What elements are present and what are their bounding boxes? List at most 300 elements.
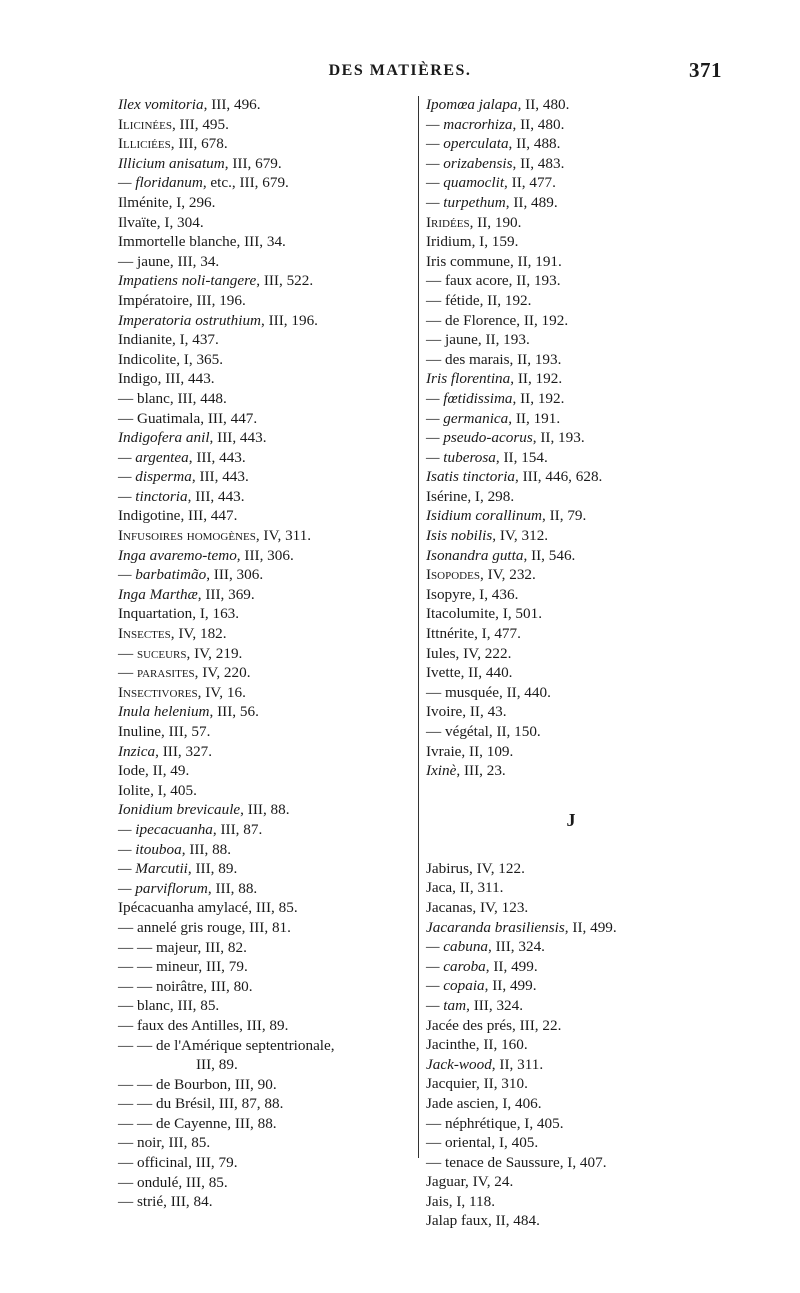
index-entry [118,879,418,899]
entry-term: Jalap faux [426,1212,488,1230]
entry-term: — cabuna [426,938,489,956]
entry-reference: , II, 499. [485,957,538,975]
entry-term: — macrorhiza [426,115,513,133]
entry-term: — itouboa [118,840,182,858]
entry-term: Isopyre [426,585,472,603]
entry-term: Jacée des prés [426,1016,513,1034]
entry-reference: , II, 499. [484,977,537,995]
entry-reference: , III, 324. [488,938,545,956]
index-entry [426,663,716,683]
entry-reference: , III, 56. [209,703,259,721]
index-entry [118,898,418,918]
index-entry [118,546,418,566]
index-entry [118,506,418,526]
entry-term: Ipomœa jalapa [426,96,518,113]
entry-term: — ipecacuanha [118,820,213,838]
entry-reference: , III, 89. [187,860,238,878]
index-entry [426,546,716,566]
index-entry [118,702,418,722]
index-entry [426,624,716,644]
entry-reference: , I, 118. [448,1192,496,1210]
index-entry [426,389,716,409]
entry-reference: , III, 79. [198,958,248,976]
index-entry [118,134,418,154]
entry-term: — tam [426,996,467,1014]
index-entry [118,604,418,624]
index-entry [118,1094,418,1114]
index-entry [426,213,716,233]
entry-term: — ondulé [118,1173,179,1191]
entry-reference: , II, 193. [508,272,561,290]
index-entry [118,918,418,938]
entry-reference: , etc., III, 679. [202,174,289,192]
index-entry [426,154,716,174]
entry-reference: , III, 34. [236,233,286,251]
entry-reference: , II, 193. [477,331,530,349]
index-entry [426,487,716,507]
index-entry [426,878,716,898]
index-entry [426,526,716,546]
entry-term: — jaune [118,252,170,270]
entry-term: Indigo [118,370,158,388]
index-entry [426,1055,716,1075]
index-entry [426,937,716,957]
entry-term: Itacolumite [426,605,496,623]
entry-term: Ittnérite [426,625,475,643]
entry-reference: , II, 49. [145,762,190,780]
entry-term: — suceurs [118,644,187,662]
entry-reference: , II, 150. [488,723,541,740]
entry-reference: , III, 447. [200,409,258,427]
entry-reference: , IV, 182. [170,625,227,643]
entry-term: — blanc [118,389,170,407]
index-entry [118,1114,418,1134]
entry-reference: , II, 480. [517,96,570,113]
entry-term: Indigotine [118,507,181,525]
entry-reference: , III, 306. [206,566,264,584]
entry-reference: , II, 191. [508,409,561,427]
index-entry [426,291,716,311]
index-entry [426,428,716,448]
index-entry [118,1173,418,1193]
index-entry [426,761,716,781]
entry-term: — fœtidissima [426,389,513,407]
entry-term: — Guatimala [118,409,201,427]
index-entry [426,350,716,370]
entry-reference: , I, 405. [516,1114,564,1132]
entry-term: — faux des Antilles [118,1016,240,1034]
entry-term: — fétide [426,291,480,309]
entry-term: — de Florence [426,311,517,329]
entry-reference: , III, 88. [240,801,290,819]
entry-reference: , II, 192. [516,311,569,329]
entry-term: Jacaranda brasiliensis [426,918,565,936]
entry-reference: , II, 546. [523,546,576,564]
entry-term: Ipécacuanha amylacé [118,899,249,917]
entry-term: Insectivores [118,683,198,701]
entry-term: Jacquier [426,1075,476,1093]
entry-reference: , III, 369. [197,585,255,603]
entry-term: Ixinè [426,762,457,780]
entry-term: Impératoire [118,291,189,309]
entry-reference: , III, 443. [157,370,215,388]
entry-term: — — mineur [118,958,199,976]
index-entry [118,1036,418,1056]
entry-term: Ionidium brevicaule [118,801,241,819]
index-entry [426,134,716,154]
entry-term: — — de Cayenne [118,1114,228,1132]
entry-term: Jaca [426,879,453,897]
entry-reference: , III, 324. [466,996,524,1014]
entry-term: Iris florentina [426,370,511,388]
index-entry [118,840,418,860]
entry-reference: , II, 191. [509,252,562,270]
entry-term: — — de Bourbon [118,1075,228,1093]
entry-term: — des marais [426,350,510,368]
entry-term: Indianite [118,331,172,349]
index-entry [426,311,716,331]
entry-term: — jaune [426,331,478,349]
page-number: 371 [689,58,722,82]
entry-reference: , II, 484. [488,1212,540,1230]
index-entry [118,1055,418,1075]
entry-term: — officinal [118,1154,189,1172]
entry-reference: , II, 483. [512,154,565,172]
index-entry [426,409,716,429]
index-entry [118,487,418,507]
entry-term: Jade ascien [426,1094,495,1112]
entry-reference: , III, 443. [191,468,249,486]
entry-term: — musquée [426,683,499,701]
entry-reference: , II, 193. [532,429,585,447]
index-entry [426,996,716,1016]
index-entry [118,95,418,115]
entry-reference: , I, 477. [474,625,521,643]
entry-reference: , II, 192. [512,389,565,407]
index-entry [426,859,716,879]
entry-reference: , II, 43. [462,703,507,721]
entry-reference: , III, 87. [212,820,263,838]
entry-term: Jacinthe [426,1036,476,1054]
index-entry [118,644,418,664]
entry-reference: , I, 296. [168,193,216,211]
entry-reference: , III, 85. [160,1134,211,1152]
entry-reference: , II, 499. [564,918,617,936]
entry-term: Immortelle blanche [118,233,237,251]
index-entry [426,1035,716,1055]
index-entry [426,918,716,938]
index-entry [118,311,418,331]
index-column-left [118,95,418,1212]
index-entry [118,859,418,879]
entry-term: Ilicinées [118,115,172,133]
entry-term: — noir [118,1134,161,1152]
entry-reference: , IV, 123. [472,898,529,916]
entry-reference: , I, 159. [471,233,519,251]
entry-reference: , II, 192. [510,370,563,388]
entry-reference: , III, 443. [188,448,246,466]
entry-reference: , III, 85. [248,899,298,917]
entry-term: Indigofera anil [118,429,210,447]
entry-term: Isopodes [426,566,480,584]
entry-term: Iules [426,644,456,662]
entry-term: Infusoires homogènes [118,527,256,545]
index-entry [118,800,418,820]
index-entry [118,996,418,1016]
index-entry [426,1074,716,1094]
entry-reference: , I, 501. [495,605,542,623]
index-entry [426,1172,716,1192]
entry-reference: , IV, 24. [465,1173,514,1191]
index-entry [426,95,716,115]
entry-reference: , III, 81. [241,918,291,936]
index-entry [118,154,418,174]
entry-term: Inga Marthæ [118,585,198,603]
entry-term: Isatis tinctoria [426,468,516,486]
entry-reference: , II, 160. [475,1036,528,1054]
entry-reference: , III, 306. [236,546,294,564]
entry-reference: , II, 488. [508,135,561,153]
entry-term: — operculata [426,135,509,153]
entry-term: — tinctoria [118,487,188,505]
entry-reference: , II, 310. [476,1075,528,1093]
entry-reference: , II, 79. [542,507,587,525]
entry-term: Ilex vomitoria [118,96,204,113]
index-entry [118,624,418,644]
index-entry [426,957,716,977]
index-entry [118,957,418,977]
entry-reference: , III, 90. [227,1075,277,1093]
index-entry [426,369,716,389]
index-entry [118,213,418,233]
entry-term: — quamoclit [426,174,505,192]
entry-reference: , II, 192. [479,291,532,309]
running-header: DES MATIÈRES. [328,62,472,79]
index-entry [118,663,418,683]
index-entry [426,644,716,664]
entry-term: — végétal [426,723,489,740]
index-entry [118,369,418,389]
entry-reference: , II, 154. [495,448,548,466]
index-entry [118,1153,418,1173]
entry-reference: , III, 87, 88. [211,1095,284,1113]
index-entry [118,938,418,958]
index-entry [118,742,418,762]
index-entry [118,409,418,429]
index-entry [118,271,418,291]
index-entry [118,565,418,585]
entry-term: Jaguar [426,1173,466,1191]
entry-term: Isidium corallinum [426,507,543,525]
entry-reference: , IV, 219. [186,644,243,662]
index-entry [426,193,716,213]
index-entry [426,252,716,272]
entry-term: Indicolite [118,350,177,368]
index-entry [118,330,418,350]
index-entry [426,448,716,468]
entry-reference: , III, 196. [261,311,318,329]
entry-reference: , I, 437. [171,331,219,349]
index-entry [118,1016,418,1036]
entry-term: — annelé gris rouge [118,918,242,936]
entry-term: Iode [118,762,145,780]
entry-term: Inzica [118,742,156,760]
entry-term: — néphrétique [426,1114,517,1132]
index-entry [426,1114,716,1134]
column-divider [418,96,419,1158]
entry-reference: , III, 522. [256,272,314,290]
entry-reference: , II, 190. [469,213,522,231]
index-entry [118,350,418,370]
entry-term: — blanc [118,997,170,1015]
entry-term: Jacanas [426,898,473,916]
entry-reference: , II, 311. [452,879,504,897]
index-entry [118,585,418,605]
entry-reference: , III, 85. [169,997,220,1015]
index-entry [426,565,716,585]
entry-term: Iridium [426,233,472,251]
index-entry [426,271,716,291]
entry-reference: , I, 298. [467,487,515,505]
index-entry [426,232,716,252]
index-entry [118,781,418,801]
entry-reference: , IV, 232. [479,566,536,584]
index-entry [118,1133,418,1153]
index-entry [426,585,716,605]
index-entry [426,722,716,742]
entry-term: Ilvaïte [118,213,157,231]
entry-term: Inuline [118,723,162,740]
index-entry [118,683,418,703]
index-entry [118,1192,418,1212]
entry-term: Ivoire [426,703,463,721]
index-entry [426,467,716,487]
index-entry [118,761,418,781]
index-entry [118,291,418,311]
entry-reference: , IV, 122. [469,859,525,877]
entry-term: Ivette [426,664,461,682]
entry-term: — parviflorum [118,879,208,897]
index-entry [426,173,716,193]
entry-reference: , III, 89. [239,1016,289,1034]
entry-term: — — majeur [118,938,198,956]
index-entry [426,115,716,135]
entry-term: — faux acore [426,272,509,290]
entry-reference: , III, 85. [178,1173,228,1191]
index-entry [426,1192,716,1212]
index-entry [118,820,418,840]
entry-term: Isis nobilis [426,527,493,545]
entry-term: Ilménite [118,193,169,211]
entry-term: Jais [426,1192,449,1210]
entry-term: Inula helenium [118,703,210,721]
index-entry [426,1153,716,1173]
entry-term: — — noirâtre [118,977,204,995]
index-entry [426,898,716,918]
entry-term: Iolite [118,781,151,799]
entry-reference: , III, 34. [169,252,220,270]
entry-term: — floridanum [118,174,203,192]
entry-reference: , IV, 220. [194,664,251,682]
entry-reference: , III, 23. [456,762,506,780]
index-entry [118,115,418,135]
entry-term: Iridées [426,213,470,231]
section-letter: J [566,809,576,830]
index-entry [118,173,418,193]
entry-reference: , III, 679. [224,154,282,172]
index-entry [118,448,418,468]
entry-reference: , IV, 16. [197,683,246,701]
entry-term: Jack-wood [426,1055,492,1073]
index-entry [118,428,418,448]
entry-reference: , III, 88. [227,1114,277,1132]
entry-term: Isonandra gutta [426,546,524,564]
entry-reference: , IV, 222. [455,644,512,662]
entry-term: Jabirus [426,859,470,877]
entry-reference: , III, 448. [169,389,227,407]
entry-term: — barbatimão [118,566,207,584]
entry-reference: , I, 405. [491,1134,539,1152]
index-entry [118,977,418,997]
entry-reference: III, 89. [196,1056,238,1074]
index-entry [426,506,716,526]
entry-reference: , III, 446, 628. [515,468,603,486]
entry-reference: , III, 88. [181,840,232,858]
index-entry [118,467,418,487]
entry-reference: , III, 57. [161,723,211,740]
entry-term: — turpethum [426,193,506,211]
entry-reference: , II, 311. [491,1055,544,1073]
entry-reference: , I, 436. [471,585,519,603]
entry-reference: , IV, 312. [492,527,549,545]
entry-reference: , II, 109. [461,742,514,760]
entry-reference: , III, 88. [207,879,258,897]
entry-reference: , IV, 311. [255,527,312,545]
entry-reference: , III, 447. [180,507,238,525]
index-entry [118,232,418,252]
index-entry [118,722,418,742]
index-entry [118,389,418,409]
entry-term: Inga avaremo-temo [118,546,237,564]
entry-term: Impatiens noli-tangere [118,272,257,290]
entry-term: — pseudo-acorus [426,429,533,447]
entry-reference: , III, 22. [512,1016,562,1034]
index-entry [426,976,716,996]
entry-term: — tenace de Saussure [426,1153,560,1171]
entry-reference: , III, 443. [187,487,245,505]
entry-term: Illiciées [118,135,171,153]
entry-term: — oriental [426,1134,492,1152]
entry-reference: , III, 82. [197,938,247,956]
entry-reference: , I, 163. [192,605,240,623]
entry-reference: , III, 80. [203,977,253,995]
index-entry [118,526,418,546]
entry-term: Insectes [118,625,171,643]
entry-reference: , I, 406. [494,1094,542,1112]
index-entry [118,252,418,272]
entry-term: — germanica [426,409,509,427]
entry-reference: , I, 304. [156,213,204,231]
entry-reference: , III, 496. [203,96,261,113]
entry-term: Imperatoria ostruthium [118,311,262,329]
entry-term: Ivraie [426,742,462,760]
entry-term: — — du Brésil [118,1095,212,1113]
entry-term: Iris commune [426,252,510,270]
index-entry [426,604,716,624]
index-entry [426,742,716,762]
index-entry [426,1094,716,1114]
entry-reference: , III, 678. [170,135,228,153]
